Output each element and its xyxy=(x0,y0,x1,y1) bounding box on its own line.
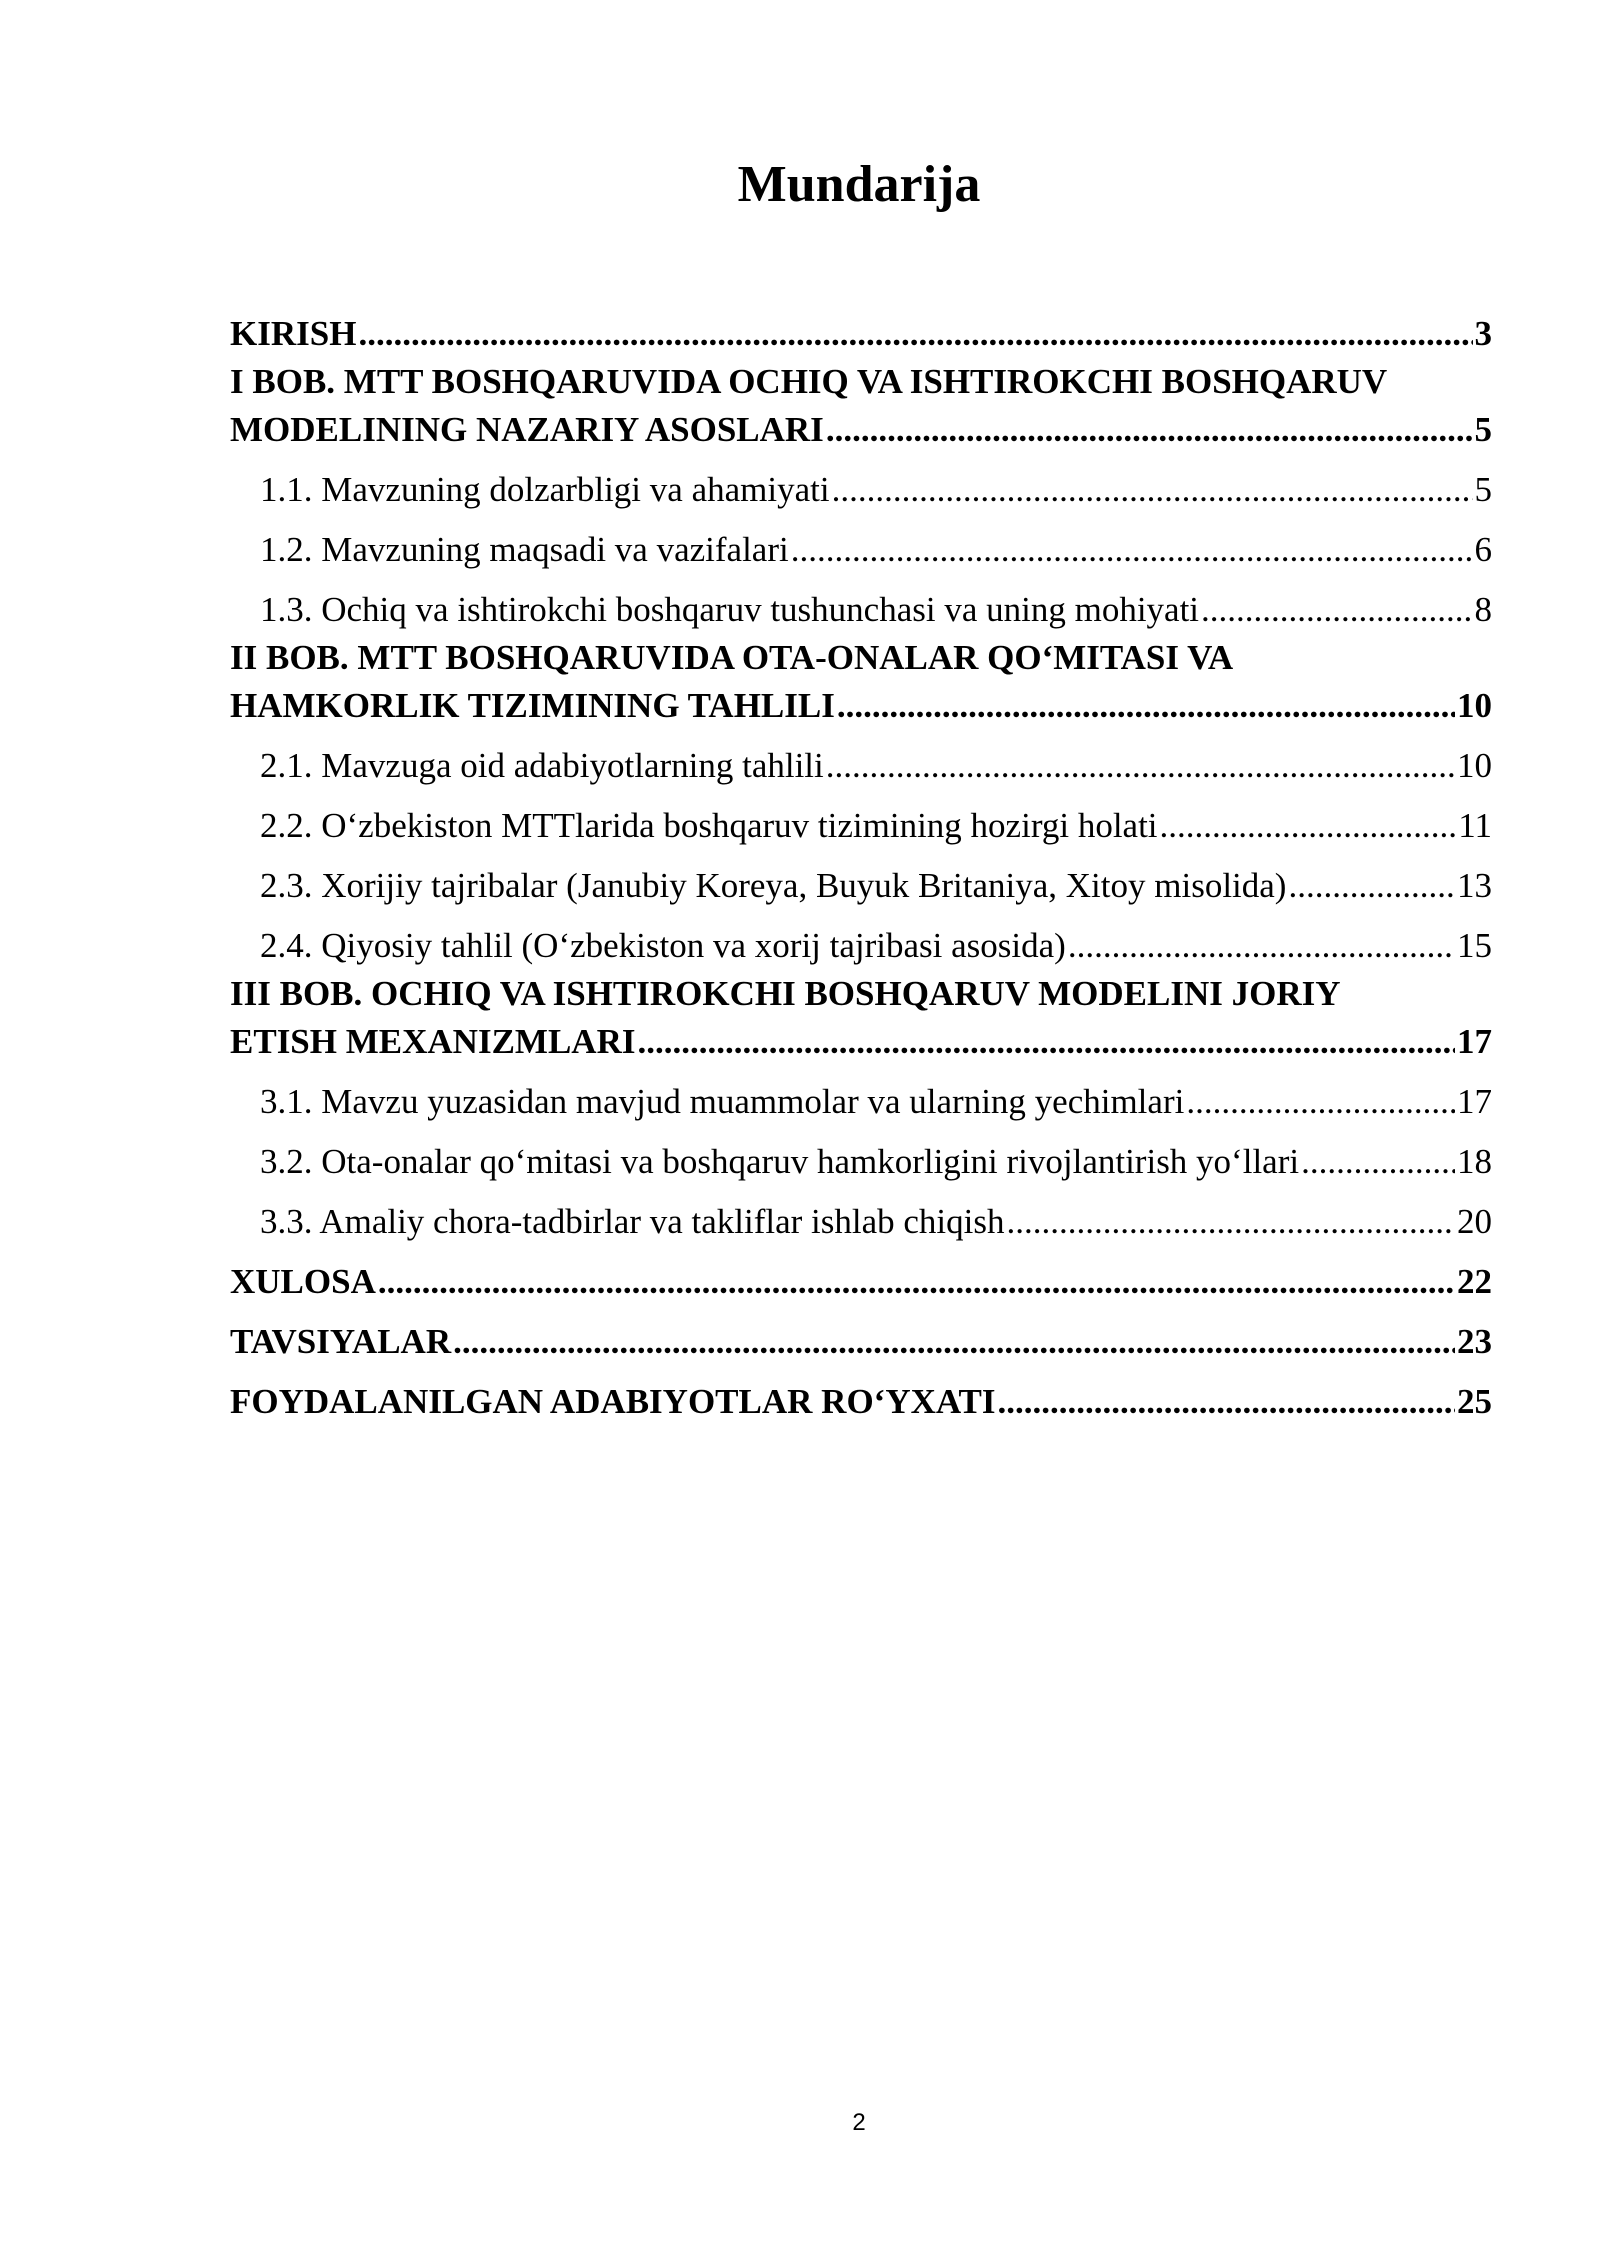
toc-entry-references[interactable] xyxy=(230,1366,1492,1426)
toc-entry-label: 3.2. Ota-onalar qo‘mitasi va boshqaruv hamkorligini rivojlantirish yo‘llari xyxy=(260,1142,1300,1181)
toc-entry-label: 1.3. Ochiq va ishtirokchi boshqaruv tushunchasi va uning mohiyati xyxy=(260,590,1200,629)
toc-entry-label: FOYDALANILGAN ADABIYOTLAR RO‘YXATI xyxy=(230,1382,996,1421)
toc-chapter-2[interactable] xyxy=(230,634,1492,730)
toc-entry-page: 13 xyxy=(1457,866,1492,905)
toc-entry-page: 10 xyxy=(1457,686,1492,725)
toc-entry-page: 25 xyxy=(1457,1382,1492,1421)
toc-entry-page: 17 xyxy=(1457,1022,1492,1061)
toc-entry-page: 6 xyxy=(1474,530,1492,569)
toc-leader-dots xyxy=(1201,586,1472,634)
toc-entry-label: TAVSIYALAR xyxy=(230,1322,452,1361)
toc-chapter-title-line1: II BOB. MTT BOSHQARUVIDA OTA-ONALAR QO‘MITASI VA xyxy=(230,638,1234,677)
toc-leader-dots xyxy=(1007,1198,1455,1246)
toc-leader-dots xyxy=(832,466,1473,514)
toc-entry-page: 22 xyxy=(1457,1262,1492,1301)
toc-entry-page: 5 xyxy=(1474,470,1492,509)
toc-leader-dots xyxy=(378,1258,1455,1306)
toc-chapter-title-line2: MODELINING NAZARIY ASOSLARI xyxy=(230,410,824,449)
toc-section-1-2[interactable] xyxy=(230,514,1492,574)
toc-leader-dots xyxy=(791,526,1473,574)
toc-entry-page: 17 xyxy=(1457,1082,1492,1121)
toc-entry-page: 3 xyxy=(1474,314,1492,353)
toc-leader-dots xyxy=(826,742,1455,790)
page-title: Mundarija xyxy=(737,156,981,213)
toc-entry-page: 5 xyxy=(1474,410,1492,449)
toc-entry-label: 2.4. Qiyosiy tahlil (O‘zbekiston va xorij tajribasi asosida) xyxy=(260,926,1066,965)
toc-entry-label: 2.1. Mavzuga oid adabiyotlarning tahlili xyxy=(260,746,824,785)
toc-chapter-title-line1: III BOB. OCHIQ VA ISHTIROKCHI BOSHQARUV MODELINI JORIY xyxy=(230,974,1341,1013)
page-number: 2 xyxy=(852,2109,866,2136)
toc-entry-label: XULOSA xyxy=(230,1262,376,1301)
toc-section-1-1[interactable] xyxy=(230,454,1492,514)
toc-entry-xulosa[interactable] xyxy=(230,1246,1492,1306)
toc-chapter-title-line2-row xyxy=(230,406,1492,454)
toc-section-3-3[interactable] xyxy=(230,1186,1492,1246)
toc-chapter-3[interactable] xyxy=(230,970,1492,1066)
toc-leader-dots xyxy=(1160,802,1457,850)
toc-leader-dots xyxy=(837,682,1455,730)
toc-entry-tavsiyalar[interactable] xyxy=(230,1306,1492,1366)
toc-leader-dots xyxy=(1186,1078,1455,1126)
toc-section-2-4[interactable] xyxy=(230,910,1492,970)
toc-leader-dots xyxy=(1288,862,1455,910)
toc-leader-dots xyxy=(358,310,1472,358)
toc-chapter-1[interactable] xyxy=(230,358,1492,454)
toc-leader-dots xyxy=(453,1318,1455,1366)
toc-section-2-2[interactable] xyxy=(230,790,1492,850)
toc-entry-page: 23 xyxy=(1457,1322,1492,1361)
toc-entry-page: 20 xyxy=(1457,1202,1492,1241)
toc-chapter-title-line2: HAMKORLIK TIZIMINING TAHLILI xyxy=(230,686,835,725)
toc-entry-label: KIRISH xyxy=(230,314,357,353)
toc-section-2-3[interactable] xyxy=(230,850,1492,910)
toc-section-3-1[interactable] xyxy=(230,1066,1492,1126)
toc-section-1-3[interactable] xyxy=(230,574,1492,634)
table-of-contents xyxy=(230,298,1492,1426)
toc-entry-label: 1.2. Mavzuning maqsadi va vazifalari xyxy=(260,530,789,569)
toc-chapter-title-line2-row xyxy=(230,682,1492,730)
toc-entry-label: 2.3. Xorijiy tajribalar (Janubiy Koreya, Buyuk Britaniya, Xitoy misolida) xyxy=(260,866,1287,905)
toc-entry-page: 10 xyxy=(1457,746,1492,785)
toc-entry-label: 3.1. Mavzu yuzasidan mavjud muammolar va ularning yechimlari xyxy=(260,1082,1185,1121)
toc-chapter-title-line1: I BOB. MTT BOSHQARUVIDA OCHIQ VA ISHTIROKCHI BOSHQARUV xyxy=(230,362,1388,401)
toc-section-3-2[interactable] xyxy=(230,1126,1492,1186)
toc-entry-page: 18 xyxy=(1457,1142,1492,1181)
toc-chapter-title-line2: ETISH MEXANIZMLARI xyxy=(230,1022,636,1061)
toc-entry-label: 2.2. O‘zbekiston MTTlarida boshqaruv tizimining hozirgi holati xyxy=(260,806,1158,845)
toc-entry-label: 1.1. Mavzuning dolzarbligi va ahamiyati xyxy=(260,470,830,509)
toc-entry-page: 11 xyxy=(1458,806,1492,845)
toc-entry-label: 3.3. Amaliy chora-tadbirlar va takliflar ishlab chiqish xyxy=(260,1202,1005,1241)
toc-entry-page: 8 xyxy=(1474,590,1492,629)
toc-leader-dots xyxy=(637,1018,1455,1066)
toc-leader-dots xyxy=(1301,1138,1455,1186)
toc-leader-dots xyxy=(826,406,1473,454)
toc-section-2-1[interactable] xyxy=(230,730,1492,790)
toc-entry-page: 15 xyxy=(1457,926,1492,965)
toc-entry-kirish[interactable] xyxy=(230,298,1492,358)
toc-chapter-title-line2-row xyxy=(230,1018,1492,1066)
toc-leader-dots xyxy=(998,1378,1455,1426)
toc-leader-dots xyxy=(1068,922,1455,970)
